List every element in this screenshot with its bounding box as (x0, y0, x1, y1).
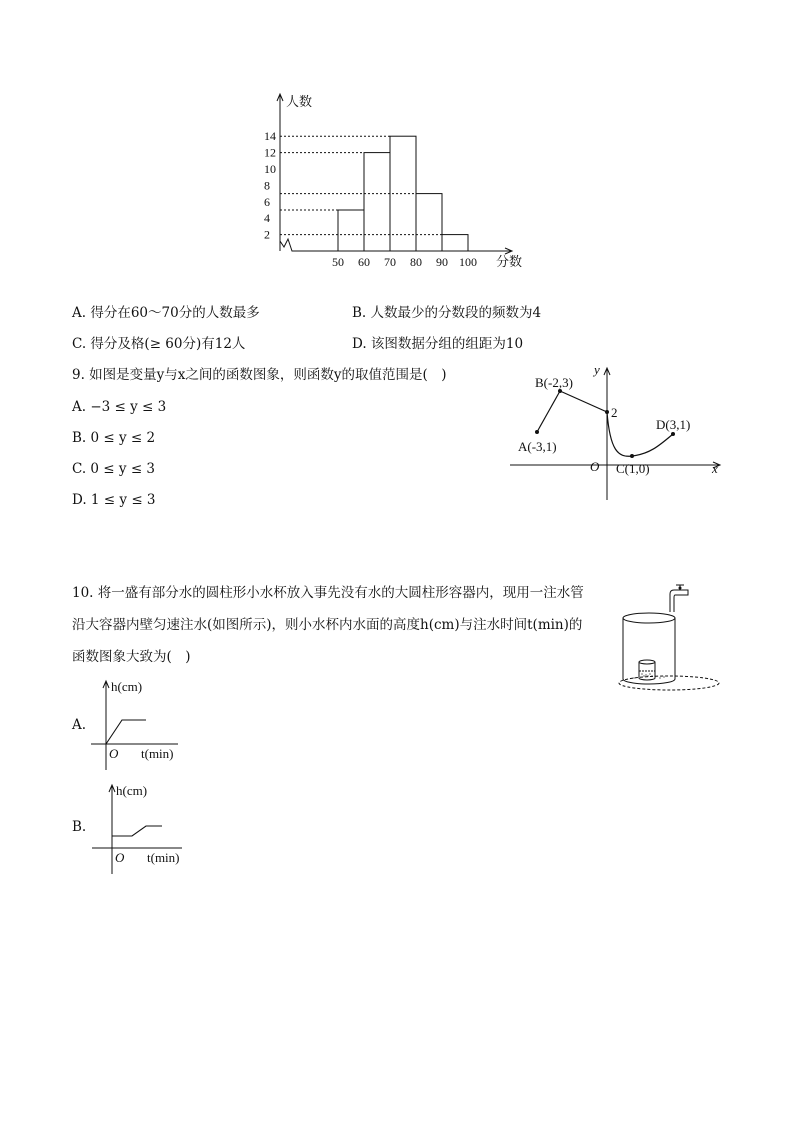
y-tick-label: 14 (264, 129, 276, 144)
q10-option-b-label[interactable]: B. (72, 819, 87, 835)
q10-line-1: 10. 将一盛有部分水的圆柱形小水杯放入事先没有水的大圆柱形容器内，现用一注水管 (72, 585, 584, 601)
y-tick-label: 4 (264, 211, 270, 226)
q10-line-2: 沿大容器内壁匀速注水(如图所示)，则小水杯内水面的高度h(cm)与注水时间t(min)的 (72, 617, 583, 633)
q10-option-b-graph[interactable] (90, 780, 200, 875)
segment-b-intercept (560, 391, 607, 412)
q8-option-a[interactable]: A. 得分在60～70分的人数最多 (72, 305, 260, 321)
q9-option-a[interactable]: A. −3 ≤ y ≤ 3 (72, 399, 167, 415)
q8-option-c[interactable]: C. 得分及格(≥ 60分)有12人 (72, 336, 246, 352)
x-tick-label: 50 (332, 255, 344, 269)
q9-option-d[interactable]: D. 1 ≤ y ≤ 3 (72, 492, 156, 508)
point-intercept (605, 410, 609, 414)
container-illustration (614, 580, 726, 695)
q10-line-3: 函数图象大致为( ) (72, 649, 191, 665)
label-intercept: 2 (611, 405, 618, 420)
y-tick-label: 8 (264, 178, 270, 193)
label-a: A(-3,1) (518, 439, 557, 454)
tap-icon (670, 585, 688, 612)
y-tick-label: 12 (264, 145, 276, 160)
q9-stem: 9. 如图是变量y与x之间的函数图象，则函数y的取值范围是( ) (72, 367, 447, 383)
q9-option-b[interactable]: B. 0 ≤ y ≤ 2 (72, 430, 156, 446)
h-axis-label: h(cm) (116, 783, 148, 798)
q8-option-b[interactable]: B. 人数最少的分数段的频数为4 (352, 305, 542, 321)
point-d (671, 432, 675, 436)
label-d: D(3,1) (656, 417, 691, 432)
graph-line-a (106, 720, 146, 744)
x-tick-label: 80 (410, 255, 422, 269)
histogram-bar (416, 194, 442, 251)
large-cylinder (623, 613, 675, 684)
origin-label: O (115, 850, 125, 865)
y-tick-label: 10 (264, 162, 276, 176)
x-tick-label: 90 (436, 255, 448, 269)
x-tick-label: 70 (384, 255, 396, 269)
q10-option-a-label[interactable]: A. (72, 717, 87, 733)
origin-label: O (109, 746, 119, 761)
q9-option-c[interactable]: C. 0 ≤ y ≤ 3 (72, 461, 156, 477)
histogram-chart (250, 88, 540, 278)
x-axis-label: x (712, 461, 718, 476)
y-tick-label: 2 (264, 227, 270, 242)
h-axis-label: h(cm) (111, 679, 143, 694)
x-tick-label: 60 (358, 255, 370, 269)
histogram-bar (338, 210, 364, 251)
point-a (535, 430, 539, 434)
t-axis-label: t(min) (147, 850, 180, 865)
label-b: B(-2,3) (535, 375, 573, 390)
q9-function-graph (510, 360, 735, 505)
q10-option-a-graph[interactable] (88, 676, 198, 771)
point-c (630, 454, 634, 458)
x-axis-title: 分数 (496, 254, 523, 269)
y-tick-label: 6 (264, 194, 270, 209)
segment-ab (537, 391, 560, 432)
y-axis-title: 人数 (286, 94, 313, 109)
x-tick-label: 100 (459, 255, 477, 269)
graph-line-b (112, 826, 162, 836)
histogram-bar (442, 235, 468, 251)
q8-option-d[interactable]: D. 该图数据分组的组距为10 (352, 336, 524, 352)
origin-label: O (590, 459, 600, 474)
t-axis-label: t(min) (141, 746, 174, 761)
histogram-bar (364, 153, 390, 251)
label-c: C(1,0) (616, 461, 650, 476)
y-axis-label: y (594, 362, 600, 377)
